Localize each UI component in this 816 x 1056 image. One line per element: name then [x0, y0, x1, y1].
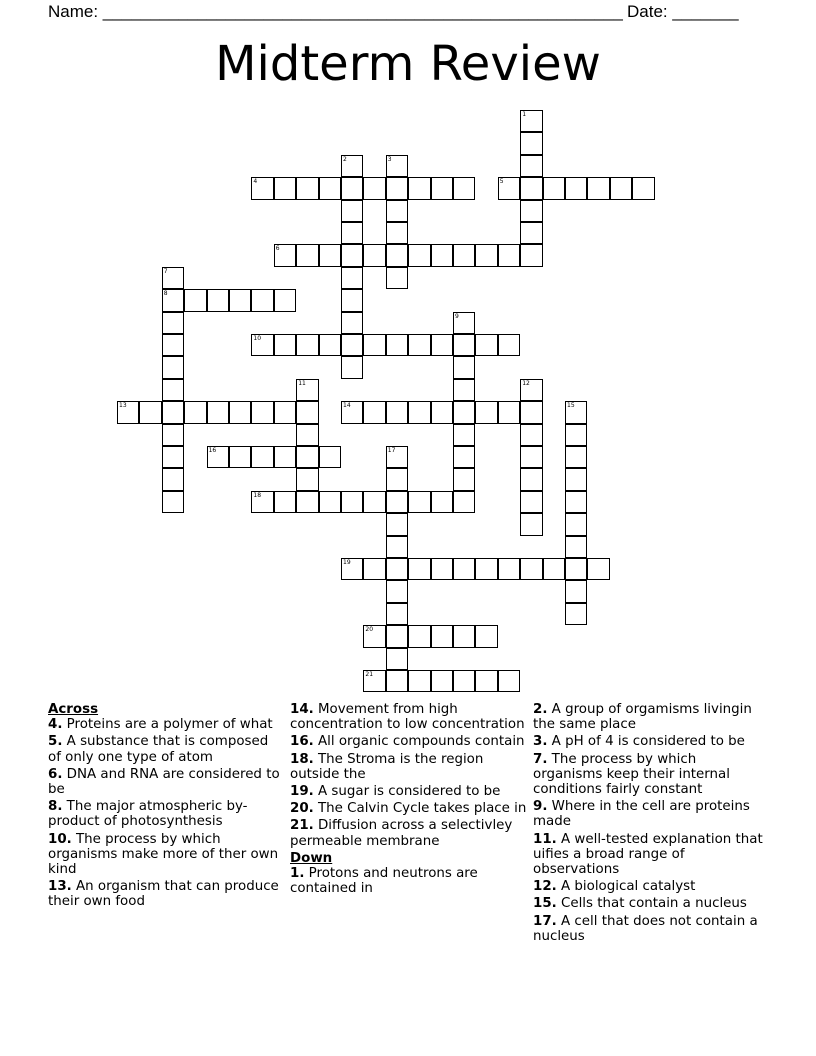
crossword-cell[interactable] — [431, 670, 453, 692]
crossword-cell[interactable] — [408, 670, 430, 692]
crossword-cell[interactable] — [363, 244, 385, 266]
crossword-cell[interactable] — [520, 177, 542, 199]
clue-number: 20. — [290, 801, 314, 817]
down-clue — [533, 914, 768, 944]
cell-number: 6 — [275, 245, 280, 253]
crossword-cell[interactable] — [520, 244, 542, 266]
crossword-cell[interactable] — [431, 625, 453, 647]
cell-number: 4 — [253, 178, 258, 186]
crossword-cell[interactable] — [162, 356, 184, 378]
crossword-cell[interactable] — [453, 468, 475, 490]
crossword-cell[interactable] — [386, 536, 408, 558]
crossword-cell[interactable] — [162, 267, 184, 289]
name-field[interactable]: Name: _______________________________________________________ — [48, 2, 623, 21]
crossword-cell[interactable] — [408, 334, 430, 356]
crossword-cell[interactable] — [587, 177, 609, 199]
across-clue — [48, 734, 283, 764]
crossword-cell[interactable] — [229, 289, 251, 311]
across-clue — [48, 879, 283, 909]
clue-text: Protons and neutrons are contained in — [290, 866, 478, 897]
crossword-cell[interactable] — [520, 558, 542, 580]
across-clue — [48, 767, 283, 797]
across-clue — [48, 799, 283, 829]
crossword-cell[interactable] — [543, 177, 565, 199]
crossword-cell[interactable] — [565, 424, 587, 446]
clue-number: 10. — [48, 831, 72, 847]
crossword-cell[interactable] — [341, 356, 363, 378]
clue-number: 16. — [290, 734, 314, 750]
cell-number: 5 — [499, 178, 504, 186]
clue-column-2 — [290, 702, 530, 898]
crossword-cell[interactable] — [565, 401, 587, 423]
crossword-cell[interactable] — [162, 312, 184, 334]
clue-number: 9. — [533, 799, 548, 815]
down-clue — [533, 734, 768, 749]
crossword-cell[interactable] — [386, 558, 408, 580]
crossword-cell[interactable] — [565, 603, 587, 625]
crossword-cell[interactable] — [453, 446, 475, 468]
crossword-cell[interactable] — [520, 200, 542, 222]
crossword-cell[interactable] — [453, 424, 475, 446]
crossword-cell[interactable] — [207, 401, 229, 423]
down-clue — [533, 832, 768, 878]
crossword-cell[interactable] — [475, 625, 497, 647]
crossword-cell[interactable] — [386, 177, 408, 199]
crossword-cell[interactable] — [408, 491, 430, 513]
crossword-cell[interactable] — [498, 177, 520, 199]
crossword-cell[interactable] — [274, 289, 296, 311]
crossword-cell[interactable] — [274, 334, 296, 356]
crossword-cell[interactable] — [431, 177, 453, 199]
crossword-cell[interactable] — [296, 424, 318, 446]
crossword-cell[interactable] — [565, 177, 587, 199]
clue-column-3 — [533, 702, 768, 946]
crossword-cell[interactable] — [296, 468, 318, 490]
crossword-cell[interactable] — [520, 446, 542, 468]
crossword-cell[interactable] — [341, 334, 363, 356]
cell-number: 18 — [253, 491, 262, 499]
clue-text: Cells that contain a nucleus — [556, 896, 747, 912]
crossword-cell[interactable] — [431, 491, 453, 513]
crossword-cell[interactable] — [543, 558, 565, 580]
crossword-cell[interactable] — [408, 401, 430, 423]
cell-number: 1 — [522, 111, 527, 118]
crossword-cell[interactable] — [408, 625, 430, 647]
crossword-cell[interactable] — [520, 379, 542, 401]
down-clue — [533, 896, 768, 911]
crossword-cell[interactable] — [453, 558, 475, 580]
crossword-cell[interactable] — [475, 401, 497, 423]
clue-column-1 — [48, 702, 283, 912]
crossword-cell[interactable] — [498, 244, 520, 266]
crossword-cell[interactable] — [431, 244, 453, 266]
cell-number: 11 — [298, 379, 306, 387]
crossword-cell[interactable] — [386, 401, 408, 423]
down-clue — [533, 702, 768, 732]
across-clue — [48, 717, 283, 732]
crossword-cell[interactable] — [319, 177, 341, 199]
crossword-cell[interactable] — [565, 536, 587, 558]
crossword-cell[interactable] — [363, 558, 385, 580]
crossword-cell[interactable] — [520, 132, 542, 154]
down-clue — [533, 752, 768, 798]
crossword-cell[interactable] — [296, 177, 318, 199]
crossword-cell[interactable] — [431, 401, 453, 423]
cell-number: 8 — [163, 290, 168, 298]
crossword-cell[interactable] — [565, 513, 587, 535]
crossword-cell[interactable] — [520, 513, 542, 535]
crossword-cell[interactable] — [251, 289, 273, 311]
crossword-cell[interactable] — [386, 625, 408, 647]
down-clue — [533, 879, 768, 894]
crossword-cell[interactable] — [386, 513, 408, 535]
down-clue — [290, 866, 530, 896]
crossword-cell[interactable] — [296, 244, 318, 266]
clue-number: 4. — [48, 717, 63, 733]
crossword-cell[interactable] — [587, 558, 609, 580]
crossword-cell[interactable] — [386, 648, 408, 670]
crossword-cell[interactable] — [520, 401, 542, 423]
crossword-cell[interactable] — [453, 244, 475, 266]
clue-number: 1. — [290, 866, 305, 882]
cell-number: 2 — [343, 155, 347, 163]
across-clue — [290, 818, 530, 848]
crossword-cell[interactable] — [408, 177, 430, 199]
crossword-cell[interactable] — [319, 446, 341, 468]
crossword-cell[interactable] — [565, 558, 587, 580]
crossword-cell[interactable] — [632, 177, 654, 199]
clue-text: Proteins are a polymer of what — [62, 717, 273, 733]
crossword-cell[interactable] — [498, 401, 520, 423]
crossword-cell[interactable] — [386, 334, 408, 356]
cell-number: 17 — [387, 447, 396, 454]
crossword-cell[interactable] — [251, 334, 273, 356]
crossword-cell[interactable] — [274, 491, 296, 513]
cell-number: 16 — [208, 447, 217, 454]
crossword-cell[interactable] — [363, 401, 385, 423]
across-clue — [290, 702, 530, 732]
cell-number: 10 — [253, 335, 262, 342]
crossword-cell[interactable] — [386, 491, 408, 513]
crossword-cell[interactable] — [274, 177, 296, 199]
crossword-cell[interactable] — [520, 468, 542, 490]
crossword-cell[interactable] — [565, 491, 587, 513]
crossword-cell[interactable] — [296, 446, 318, 468]
crossword-cell[interactable] — [386, 446, 408, 468]
crossword-cell[interactable] — [274, 244, 296, 266]
clue-text: A biological catalyst — [556, 879, 696, 895]
crossword-cell[interactable] — [431, 558, 453, 580]
page-title: Midterm Review — [215, 36, 601, 92]
crossword-cell[interactable] — [296, 379, 318, 401]
crossword-cell[interactable] — [453, 401, 475, 423]
crossword-cell[interactable] — [251, 491, 273, 513]
crossword-cell[interactable] — [319, 491, 341, 513]
clue-text: A sugar is considered to be — [313, 784, 501, 800]
crossword-cell[interactable] — [341, 401, 363, 423]
crossword-cell[interactable] — [386, 244, 408, 266]
crossword-cell[interactable] — [162, 424, 184, 446]
crossword-cell[interactable] — [341, 491, 363, 513]
crossword-cell[interactable] — [565, 468, 587, 490]
crossword-cell[interactable] — [408, 558, 430, 580]
clue-text: A pH of 4 is considered to be — [547, 734, 745, 750]
crossword-cell[interactable] — [296, 334, 318, 356]
clue-text: The Calvin Cycle takes place in — [313, 801, 527, 817]
crossword-cell[interactable] — [341, 558, 363, 580]
cell-number: 14 — [343, 402, 351, 410]
crossword-cell[interactable] — [610, 177, 632, 199]
cell-number: 19 — [343, 559, 351, 566]
across-heading: Across — [48, 702, 99, 717]
clue-number: 13. — [48, 879, 72, 895]
cell-number: 20 — [365, 626, 374, 634]
crossword-cell[interactable] — [229, 446, 251, 468]
crossword-cell[interactable] — [319, 334, 341, 356]
crossword-cell[interactable] — [341, 312, 363, 334]
clue-number: 15. — [533, 896, 557, 912]
crossword-cell[interactable] — [363, 491, 385, 513]
crossword-cell[interactable] — [475, 244, 497, 266]
cell-number: 15 — [567, 402, 575, 410]
crossword-cell[interactable] — [296, 491, 318, 513]
crossword-cell[interactable] — [408, 244, 430, 266]
crossword-cell[interactable] — [453, 670, 475, 692]
across-clue — [290, 801, 530, 816]
clue-text: Diffusion across a selectivley permeable membrane — [290, 818, 513, 849]
crossword-cell[interactable] — [341, 200, 363, 222]
crossword-cell[interactable] — [475, 558, 497, 580]
crossword-cell[interactable] — [453, 379, 475, 401]
cell-number: 21 — [365, 671, 374, 678]
clue-number: 17. — [533, 913, 557, 929]
down-clue — [533, 799, 768, 829]
crossword-cell[interactable] — [341, 289, 363, 311]
crossword-cell[interactable] — [386, 200, 408, 222]
cell-number: 13 — [119, 402, 127, 410]
crossword-cell[interactable] — [386, 603, 408, 625]
clue-number: 5. — [48, 734, 63, 750]
crossword-cell[interactable] — [431, 334, 453, 356]
crossword-cell[interactable] — [229, 401, 251, 423]
clue-text: All organic compounds contain — [313, 734, 525, 750]
clue-text: The process by which organisms make more of ther own kind — [48, 831, 279, 878]
crossword-cell[interactable] — [498, 558, 520, 580]
crossword-cell[interactable] — [319, 244, 341, 266]
crossword-cell[interactable] — [520, 424, 542, 446]
clue-text: A well-tested explanation that uifies a broad range of observations — [533, 831, 763, 878]
date-field[interactable]: Date: _______ — [627, 2, 739, 21]
cell-number: 3 — [387, 155, 392, 163]
crossword-cell[interactable] — [251, 446, 273, 468]
crossword-cell[interactable] — [162, 491, 184, 513]
clue-number: 2. — [533, 702, 548, 717]
clue-text: An organism that can produce their own food — [48, 879, 279, 910]
cell-number: 7 — [163, 267, 168, 275]
crossword-cell[interactable] — [162, 379, 184, 401]
clue-number: 21. — [290, 818, 314, 834]
crossword-cell[interactable] — [386, 222, 408, 244]
crossword-cell[interactable] — [386, 267, 408, 289]
crossword-cell[interactable] — [475, 670, 497, 692]
crossword-cell[interactable] — [117, 401, 139, 423]
cell-number: 9 — [455, 312, 459, 320]
crossword-cell[interactable] — [162, 468, 184, 490]
crossword-cell[interactable] — [520, 110, 542, 132]
crossword-cell[interactable] — [520, 222, 542, 244]
across-clue — [290, 734, 530, 749]
crossword-cell[interactable] — [341, 177, 363, 199]
clue-text: Movement from high concentration to low concentration — [290, 702, 525, 733]
crossword-cell[interactable] — [565, 580, 587, 602]
across-clue — [48, 832, 283, 878]
crossword-cell[interactable] — [274, 401, 296, 423]
crossword-cell[interactable] — [341, 222, 363, 244]
crossword-cell[interactable] — [386, 468, 408, 490]
crossword-cell[interactable] — [386, 580, 408, 602]
down-heading: Down — [290, 850, 333, 866]
clue-number: 11. — [533, 831, 557, 847]
crossword-cell[interactable] — [453, 491, 475, 513]
clue-text: A cell that does not contain a nucleus — [533, 913, 758, 944]
crossword-cell[interactable] — [565, 446, 587, 468]
crossword-cell[interactable] — [184, 289, 206, 311]
crossword-cell[interactable] — [207, 289, 229, 311]
crossword-cell[interactable] — [498, 670, 520, 692]
crossword-cell[interactable] — [341, 244, 363, 266]
clue-number: 3. — [533, 734, 548, 750]
crossword-cell[interactable] — [453, 312, 475, 334]
crossword-cell[interactable] — [498, 334, 520, 356]
clue-number: 18. — [290, 751, 314, 767]
crossword-cell[interactable] — [453, 625, 475, 647]
clue-number: 12. — [533, 879, 557, 895]
crossword-cell[interactable] — [363, 177, 385, 199]
clue-number: 14. — [290, 702, 314, 717]
clue-text: The Stroma is the region outside the — [290, 751, 484, 782]
crossword-cell[interactable] — [363, 334, 385, 356]
crossword-cell[interactable] — [162, 446, 184, 468]
clue-number: 8. — [48, 799, 63, 815]
across-clue — [290, 784, 530, 799]
crossword-cell[interactable] — [453, 177, 475, 199]
crossword-cell[interactable] — [363, 625, 385, 647]
crossword-cell[interactable] — [341, 267, 363, 289]
crossword-cell[interactable] — [520, 155, 542, 177]
crossword-cell[interactable] — [341, 155, 363, 177]
across-clue — [290, 752, 530, 782]
crossword-cell[interactable] — [139, 401, 161, 423]
crossword-cell[interactable] — [162, 289, 184, 311]
crossword-cell[interactable] — [475, 334, 497, 356]
clue-text: Where in the cell are proteins made — [533, 799, 750, 830]
crossword-cell[interactable] — [184, 401, 206, 423]
crossword-cell[interactable] — [386, 155, 408, 177]
crossword-cell[interactable] — [453, 334, 475, 356]
crossword-cell[interactable] — [274, 446, 296, 468]
crossword-cell[interactable] — [251, 177, 273, 199]
cell-number: 12 — [522, 379, 530, 387]
crossword-cell[interactable] — [296, 401, 318, 423]
clue-text: The process by which organisms keep their internal conditions fairly constant — [533, 751, 730, 798]
clue-text: A substance that is composed of only one type of atom — [48, 734, 269, 765]
clue-text: A group of orgamisms livingin the same place — [533, 702, 752, 733]
clue-text: DNA and RNA are considered to be — [48, 766, 280, 798]
crossword-cell[interactable] — [520, 491, 542, 513]
crossword-cell[interactable] — [251, 401, 273, 423]
clue-number: 6. — [48, 766, 63, 782]
clue-text: The major atmospheric by-product of photosynthesis — [48, 799, 248, 830]
crossword-cell[interactable] — [162, 334, 184, 356]
clue-number: 7. — [533, 751, 548, 767]
crossword-cell[interactable] — [363, 670, 385, 692]
clue-number: 19. — [290, 784, 314, 800]
crossword-cell[interactable] — [386, 670, 408, 692]
crossword-cell[interactable] — [453, 356, 475, 378]
crossword-cell[interactable] — [207, 446, 229, 468]
crossword-cell[interactable] — [162, 401, 184, 423]
